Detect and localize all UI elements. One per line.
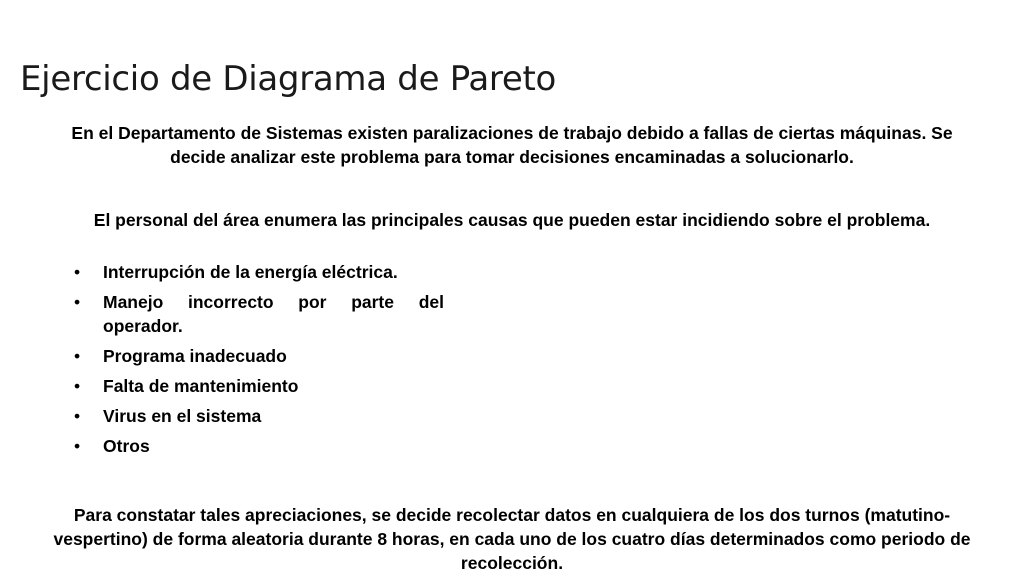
slide-title: Ejercicio de Diagrama de Pareto [20,58,556,99]
bullet-icon: • [74,376,81,396]
list-item [74,404,444,428]
bullet-icon: • [74,436,81,456]
bullet-icon: • [74,292,81,312]
cause-label: Interrupción de la energía eléctrica. [103,262,398,282]
cause-label: Manejo incorrecto por parte del operador. [103,292,444,336]
cause-label: Otros [103,436,150,456]
causes-list [74,260,444,464]
list-item [74,374,444,398]
bullet-icon: • [74,262,81,282]
cause-label: Falta de mantenimiento [103,376,299,396]
list-item [74,344,444,368]
data-collection-paragraph: Para constatar tales apreciaciones, se decide recolectar datos en cualquiera de los dos turnos (matutino-vespertino) de forma aleatoria durante 8 horas, en cada uno de los cuatro días determinados como periodo de recolección. [53,504,971,573]
cause-label: Programa inadecuado [103,346,287,366]
cause-label: Virus en el sistema [103,406,262,426]
bullet-icon: • [74,346,81,366]
list-item [74,434,444,458]
list-item [74,290,444,338]
staff-paragraph: El personal del área enumera las principales causas que pueden estar incidiendo sobre el problema. [93,209,931,230]
list-item [74,260,444,284]
bullet-icon: • [74,406,81,426]
intro-paragraph: En el Departamento de Sistemas existen paralizaciones de trabajo debido a fallas de ciertas máquinas. Se decide analizar este problema para tomar decisiones encaminadas a solucionarlo. [71,122,953,167]
